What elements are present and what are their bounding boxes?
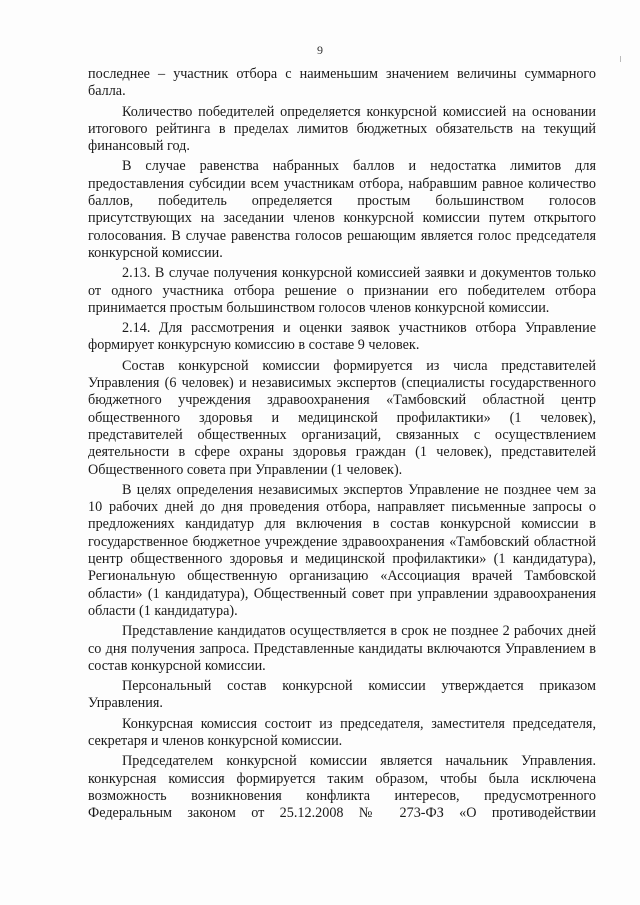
paragraph-candidates-submission: Представление кандидатов осуществляется в срок не позднее 2 рабочих дней со дня получения запроса. Представленные кандидаты включаются Управлением в состав конкурсной комиссии. xyxy=(88,623,596,674)
paragraph-continuation: последнее – участник отбора с наименьшим значением величины суммарного балла. xyxy=(88,66,596,100)
document-body xyxy=(88,66,596,822)
page-number: 9 xyxy=(317,43,323,57)
paragraph-commission-composition: Состав конкурсной комиссии формируется из числа представителей Управления (6 человек) и независимых экспертов (специалисты государственного бюджетного учреждения здравоохранения «Тамбовский областной центр общественного здоровья и медицинской профилактики» (1 человек), представителей общественных организаций, связанных с осуществлением деятельности в сфере охраны здоровья граждан (1 человек), представителей Общественного совета при Управлении (1 человек). xyxy=(88,357,596,478)
paragraph-2-14: 2.14. Для рассмотрения и оценки заявок участников отбора Управление формирует конкурсную комиссию в составе 9 человек. xyxy=(88,320,596,354)
paragraph-2-13: 2.13. В случае получения конкурсной комиссией заявки и документов только от одного участника отбора решение о признании его победителем отбора принимается простым большинством голосов членов конкурсной комиссии. xyxy=(88,265,596,316)
paragraph-chairman: Председателем конкурсной комиссии является начальник Управления. конкурсная комиссия формируется таким образом, чтобы была исключена возможность возникновения конфликта интересов, предусмотренного Федеральным законом от 25.12.2008 № 273-ФЗ «О противодействии xyxy=(88,753,596,822)
paragraph-personal-composition: Персональный состав конкурсной комиссии утверждается приказом Управления. xyxy=(88,678,596,712)
paragraph-equal-scores: В случае равенства набранных баллов и недостатка лимитов для предоставления субсидии всем участникам отбора, набравшим равное количество баллов, победитель определяется простым большинством голосов присутствующих на заседании членов конкурсной комиссии путем открытого голосования. В случае равенства голосов решающим является голос председателя конкурсной комиссии. xyxy=(88,158,596,261)
paragraph-winners-count: Количество победителей определяется конкурсной комиссией на основании итогового рейтинга в пределах лимитов бюджетных обязательств на текущий финансовый год. xyxy=(88,103,596,155)
paragraph-independent-experts: В целях определения независимых экспертов Управление не позднее чем за 10 рабочих дней до дня проведения отбора, направляет письменные запросы о предложениях кандидатур для включения в состав конкурсной комиссии в государственное бюджетное учреждение здравоохранения «Тамбовский областной центр общественного здоровья и медицинской профилактики» (1 кандидатура), Региональную общественную организацию «Ассоциация врачей Тамбовской области» (1 кандидатура), Общественный совет при управлении здравоохранения области (1 кандидатура). xyxy=(88,481,596,619)
paragraph-commission-members: Конкурсная комиссия состоит из председателя, заместителя председателя, секретаря и членов конкурсной комиссии. xyxy=(88,715,596,749)
